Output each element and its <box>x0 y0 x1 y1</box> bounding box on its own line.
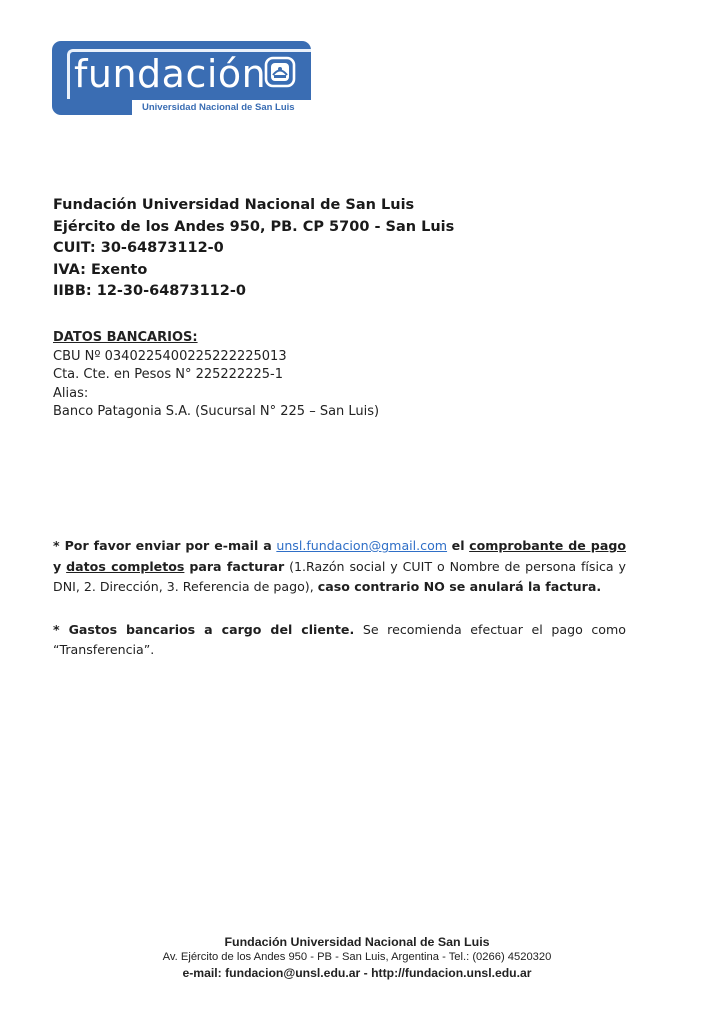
footer-address: Av. Ejército de los Andes 950 - PB - San Luis, Argentina - Tel.: (0266) 4520320 <box>162 951 552 963</box>
bank-name: Banco Patagonia S.A. (Sucursal N° 225 – San Luis) <box>53 404 380 419</box>
fundacion-logo <box>52 41 311 115</box>
bank-details-title: DATOS BANCARIOS: <box>53 330 198 345</box>
org-name: Fundación Universidad Nacional de San Luis <box>53 197 415 213</box>
footer-contact: e-mail: fundacion@unsl.edu.ar - http://fundacion.unsl.edu.ar <box>182 966 532 980</box>
email-link[interactable]: unsl.fundacion@gmail.com <box>276 538 448 553</box>
page-footer <box>0 934 714 981</box>
note-email <box>53 536 626 598</box>
note-warning: caso contrario NO se anulará la factura. <box>317 579 602 594</box>
note-email-lead: * Por favor enviar por e-mail a <box>53 538 272 553</box>
university-seal-icon <box>263 55 297 89</box>
bank-details <box>53 329 379 422</box>
organization-header <box>53 195 454 303</box>
org-address: Ejército de los Andes 950, PB. CP 5700 - San Luis <box>53 218 455 235</box>
note-email-y: y <box>53 558 62 574</box>
note-complete-data: datos completos <box>66 558 185 574</box>
note-bank-fees-recommendation: Se recomienda efectuar el pago como “Transferencia”. <box>53 621 626 657</box>
bank-account: Cta. Cte. en Pesos N° 225222225-1 <box>53 367 283 382</box>
org-iva: IVA: Exento <box>53 261 148 278</box>
payment-notes <box>53 536 626 683</box>
logo-wordmark: fundación <box>74 52 267 96</box>
note-to-invoice: para facturar <box>189 558 285 574</box>
logo-subtitle: Universidad Nacional de San Luis <box>142 102 295 113</box>
bank-alias: Alias: <box>53 385 89 401</box>
note-payment-receipt: comprobante de pago <box>469 538 626 553</box>
bank-cbu: CBU Nº 0340225400225222225013 <box>53 348 287 364</box>
note-bank-fees-lead: * Gastos bancarios a cargo del cliente. <box>53 621 355 637</box>
note-invoice-details: (1.Razón social y CUIT o Nombre de persona física y DNI, 2. Dirección, 3. Referencia de pago), <box>53 558 626 594</box>
org-cuit: CUIT: 30-64873112-0 <box>53 240 224 256</box>
note-email-el: el <box>451 538 465 553</box>
org-iibb: IIBB: 12-30-64873112-0 <box>53 283 246 299</box>
footer-org-name: Fundación Universidad Nacional de San Luis <box>224 935 490 949</box>
note-bank-fees <box>53 620 626 661</box>
